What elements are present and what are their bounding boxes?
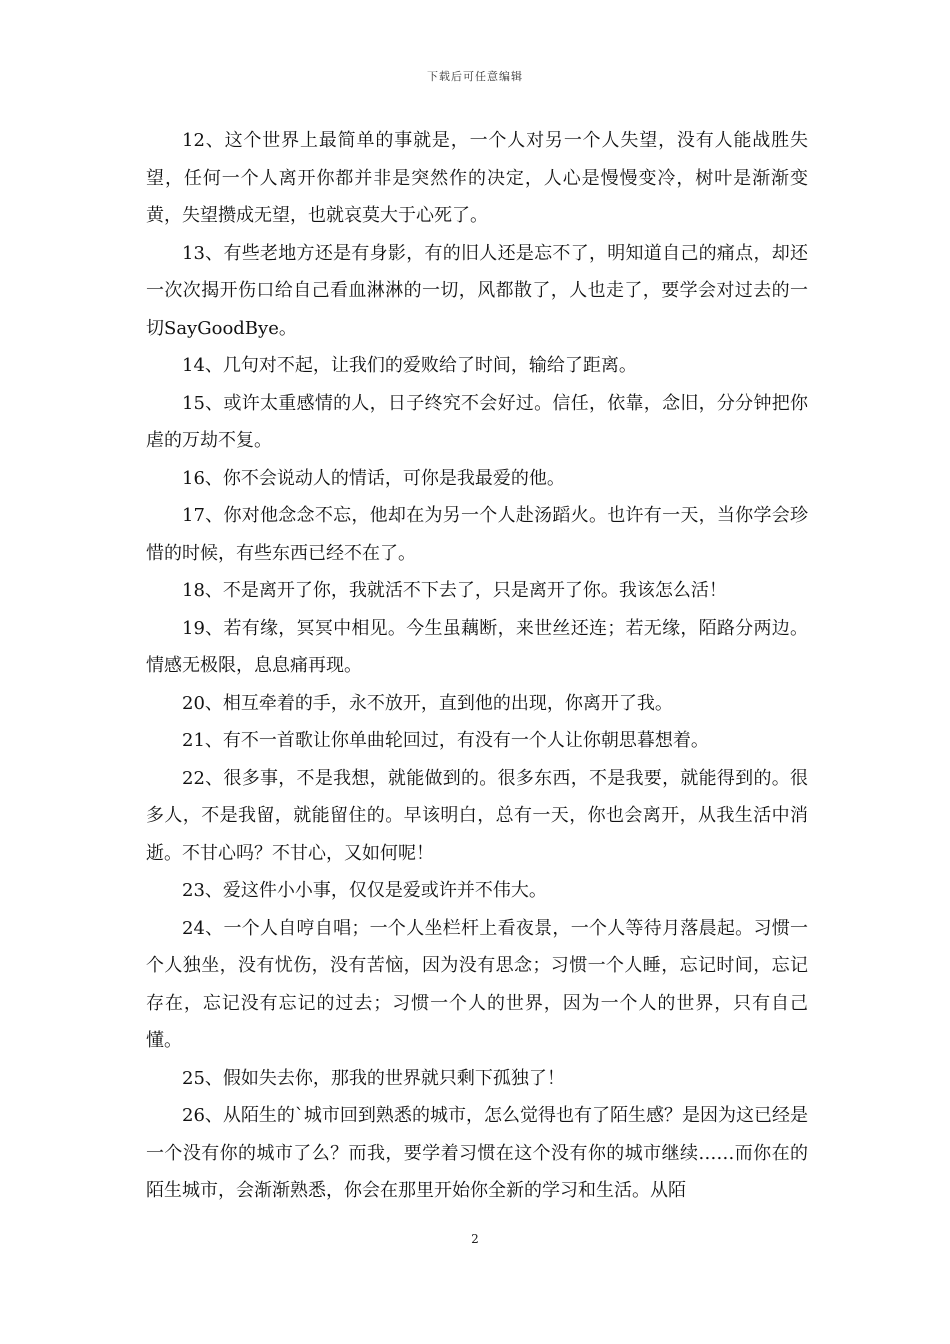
paragraph-25: 25、假如失去你，那我的世界就只剩下孤独了！ (182, 1067, 565, 1089)
document-body (146, 122, 808, 1210)
paragraph-12: 12、这个世界上最简单的事就是，一个人对另一个人失望，没有人能战胜失望，任何一个人离开你都并非是突然作的决定，人心是慢慢变冷，树叶是渐渐变黄，失望攒成无望，也就哀莫大于心死了。 (146, 130, 808, 226)
paragraph-26: 26、从陌生的`城市回到熟悉的城市，怎么觉得也有了陌生感？是因为这已经是一个没有你的城市了么？而我，要学着习惯在这个没有你的城市继续……而你在的陌生城市，会渐渐熟悉，你会在那里开始你全新的学习和生活。从陌 (146, 1105, 808, 1201)
paragraph-17: 17、你对他念念不忘，他却在为另一个人赴汤蹈火。也许有一天，当你学会珍惜的时候，有些东西已经不在了。 (146, 505, 808, 564)
paragraph-24: 24、一个人自哼自唱；一个人坐栏杆上看夜景，一个人等待月落晨起。习惯一个人独坐，没有忧伤，没有苦恼，因为没有思念；习惯一个人睡，忘记时间，忘记存在，忘记没有忘记的过去；习惯一个人的世界，因为一个人的世界，只有自己懂。 (146, 917, 808, 1051)
paragraph-15: 15、或许太重感情的人，日子终究不会好过。信任，依靠，念旧，分分钟把你虐的万劫不复。 (146, 392, 808, 451)
page-header: 下载后可任意编辑 (427, 70, 523, 83)
paragraph-14: 14、几句对不起，让我们的爱败给了时间，输给了距离。 (182, 355, 637, 376)
page-number: 2 (471, 1232, 479, 1246)
paragraph-13: 13、有些老地方还是有身影，有的旧人还是忘不了，明知道自己的痛点，却还一次次揭开伤口给自己看血淋淋的一切，风都散了，人也走了，要学会对过去的一切SayGoodBye。 (146, 242, 808, 339)
paragraph-18: 18、不是离开了你，我就活不下去了，只是离开了你。我该怎么活！ (182, 580, 727, 601)
paragraph-22: 22、很多事，不是我想，就能做到的。很多东西，不是我要，就能得到的。很多人，不是我留，就能留住的。早该明白，总有一天，你也会离开，从我生活中消逝。不甘心吗？不甘心，又如何呢！ (146, 767, 808, 864)
paragraph-20: 20、相互牵着的手，永不放开，直到他的出现，你离开了我。 (182, 692, 673, 714)
paragraph-16: 16、你不会说动人的情话，可你是我最爱的他。 (182, 467, 565, 489)
paragraph-21: 21、有不一首歌让你单曲轮回过，有没有一个人让你朝思暮想着。 (182, 730, 709, 751)
paragraph-19: 19、若有缘，冥冥中相见。今生虽藕断，来世丝还连；若无缘，陌路分两边。情感无极限，息息痛再现。 (146, 617, 808, 676)
paragraph-23: 23、爱这件小小事，仅仅是爱或许并不伟大。 (182, 880, 547, 901)
